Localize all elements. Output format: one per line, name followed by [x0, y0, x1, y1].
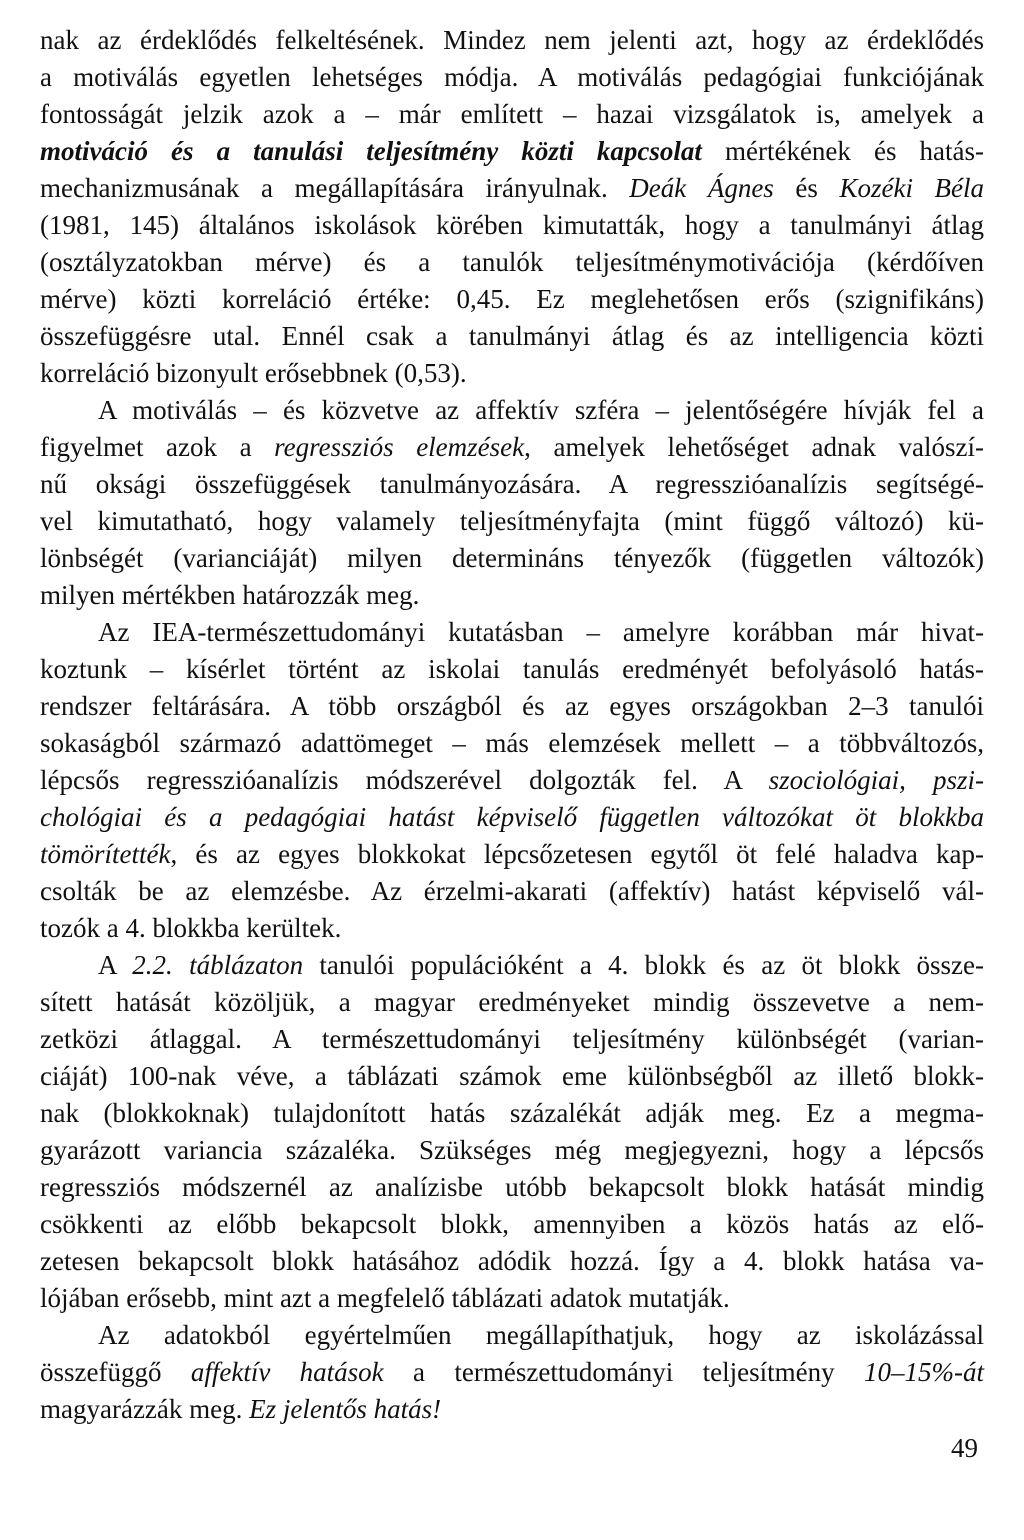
text-run: zetközi átlaggal. A természettudományi teljesítmény különbségét (varian- — [40, 1024, 984, 1054]
text-run: lépcsős regresszióanalízis módszerével dolgozták fel. A — [40, 765, 769, 795]
text-run: koztunk – kísérlet történt az iskolai tanulás eredményét befolyásoló hatás- — [40, 654, 984, 684]
text-line — [40, 22, 984, 59]
text-run: vel kimutatható, hogy valamely teljesítményfajta (mint függő változó) kü- — [40, 506, 984, 536]
emphasis-italic: affektív hatások — [190, 1357, 384, 1387]
text-line — [40, 318, 984, 355]
text-line — [40, 1169, 984, 1206]
text-line — [40, 392, 984, 429]
paragraph-4 — [40, 947, 984, 1317]
text-run: mértékének és hatás- — [701, 136, 985, 166]
text-run: korreláció bizonyult erősebbnek (0,53). — [40, 358, 467, 388]
emphasis-italic: szociológiai, pszi- — [768, 765, 984, 795]
emphasis-italic: chológiai és a pedagógiai hatást képviselő független változókat öt blokkba — [40, 802, 984, 832]
text-line — [40, 836, 984, 873]
text-line — [40, 614, 984, 651]
text-line — [40, 1058, 984, 1095]
text-line — [40, 799, 984, 836]
text-run: a természettudományi teljesítmény — [383, 1357, 865, 1387]
text-run: , és az egyes blokkokat lépcsőzetesen egytől öt felé haladva kap- — [170, 839, 984, 869]
author-name: Kozéki Béla — [839, 173, 985, 203]
text-run: regressziós módszernél az analízisbe utóbb bekapcsolt blokk hatását mindig — [40, 1172, 984, 1202]
text-line — [40, 1317, 984, 1354]
text-run: magyarázzák meg. — [40, 1394, 250, 1424]
text-line — [40, 762, 984, 799]
text-run: összefüggő — [40, 1357, 191, 1387]
text-line — [40, 688, 984, 725]
text-run: nak az érdeklődés felkeltésének. Mindez nem jelenti azt, hogy az érdeklődés — [40, 25, 984, 55]
text-run: rendszer feltárására. A több országból és az egyes országokban 2–3 tanulói — [40, 691, 984, 721]
text-run: milyen mértékben határozzák meg. — [40, 580, 420, 610]
paragraph-5 — [40, 1317, 984, 1428]
text-line — [40, 910, 984, 947]
paragraph-3 — [40, 614, 984, 947]
emphasis-italic: 10–15%-át — [864, 1357, 984, 1387]
text-line — [40, 1132, 984, 1169]
text-line — [40, 1243, 984, 1280]
text-line — [40, 1280, 984, 1317]
text-run: Az IEA-természettudományi kutatásban – amelyre korábban már hivat- — [98, 617, 984, 647]
text-line — [40, 1354, 984, 1391]
text-line — [40, 651, 984, 688]
text-run: a motiválás egyetlen lehetséges módja. A motiválás pedagógiai funkciójának — [40, 62, 984, 92]
text-line — [40, 170, 984, 207]
text-line — [40, 947, 984, 984]
text-run: tanulói populációként a 4. blokk és az öt blokk össze- — [303, 950, 984, 980]
text-run: ciáját) 100-nak véve, a táblázati számok eme különbségből az illető blokk- — [40, 1061, 984, 1091]
text-line — [40, 577, 984, 614]
text-run: csökkenti az előbb bekapcsolt blokk, amennyiben a közös hatás az elő- — [40, 1209, 984, 1239]
text-line — [40, 984, 984, 1021]
text-line — [40, 244, 984, 281]
text-run: gyarázott variancia százaléka. Szükséges még megjegyezni, hogy a lépcsős — [40, 1135, 984, 1165]
text-run: (osztályzatokban mérve) és a tanulók teljesítménymotivációja (kérdőíven — [40, 247, 984, 277]
text-run: csolták be az elemzésbe. Az érzelmi-akarati (affektív) hatást képviselő vál- — [40, 876, 984, 906]
text-run: A motiválás – és közvetve az affektív szféra – jelentőségére hívják fel a — [98, 395, 984, 425]
paragraph-2 — [40, 392, 984, 614]
page-number: 49 — [951, 1433, 978, 1463]
text-run: , amelyek lehetőséget adnak valószí- — [524, 432, 984, 462]
text-line — [40, 281, 984, 318]
text-line — [40, 96, 984, 133]
document-page — [40, 22, 984, 1428]
text-line — [40, 1391, 984, 1428]
text-run: tozók a 4. blokkba kerültek. — [40, 913, 342, 943]
text-run: zetesen bekapcsolt blokk hatásához adódik hozzá. Így a 4. blokk hatása va- — [40, 1246, 984, 1276]
text-run: mechanizmusának a megállapítására irányulnak. — [40, 173, 630, 203]
text-run: Az adatokból egyértelműen megállapíthatjuk, hogy az iskolázással — [98, 1320, 984, 1350]
text-line — [40, 873, 984, 910]
text-run: figyelmet azok a — [40, 432, 275, 462]
text-line — [40, 133, 984, 170]
text-line — [40, 725, 984, 762]
text-run: A — [98, 950, 133, 980]
text-run: lójában erősebb, mint azt a megfelelő táblázati adatok mutatják. — [40, 1283, 730, 1313]
text-run: (1981, 145) általános iskolások körében kimutatták, hogy a tanulmányi átlag — [40, 210, 984, 240]
text-line — [40, 1095, 984, 1132]
text-run: nű oksági összefüggések tanulmányozására. A regresszióanalízis segítségé- — [40, 469, 984, 499]
emphasis-italic: tömörítették — [40, 839, 171, 869]
text-line — [40, 355, 984, 392]
paragraph-1 — [40, 22, 984, 392]
text-run: mérve) közti korreláció értéke: 0,45. Ez meglehetősen erős (szignifikáns) — [40, 284, 984, 314]
author-name: Deák Ágnes — [629, 173, 774, 203]
text-run: sokaságból származó adattömeget – más elemzések mellett – a többváltozós, — [40, 728, 984, 758]
text-run: fontosságát jelzik azok a – már említett – hazai vizsgálatok is, amelyek a — [40, 99, 984, 129]
text-line — [40, 59, 984, 96]
text-line — [40, 1206, 984, 1243]
text-line — [40, 503, 984, 540]
text-run: összefüggésre utal. Ennél csak a tanulmányi átlag és az intelligencia közti — [40, 321, 984, 351]
text-run: lönbségét (varianciáját) milyen determináns tényezők (független változók) — [40, 543, 984, 573]
text-line — [40, 540, 984, 577]
text-run: és — [773, 173, 840, 203]
text-line — [40, 1021, 984, 1058]
text-line — [40, 429, 984, 466]
text-line — [40, 466, 984, 503]
emphasis-italic: regressziós elemzések — [274, 432, 525, 462]
text-line — [40, 207, 984, 244]
text-run: sített hatását közöljük, a magyar eredményeket mindig összevetve a nem- — [40, 987, 984, 1017]
text-run: nak (blokkoknak) tulajdonított hatás százalékát adják meg. Ez a megma- — [40, 1098, 984, 1128]
emphasis-italic: Ez jelentős hatás! — [249, 1394, 442, 1424]
table-reference: 2.2. táblázaton — [132, 950, 304, 980]
emphasis-bold-italic: motiváció és a tanulási teljesítmény közti kapcsolat — [40, 136, 702, 166]
